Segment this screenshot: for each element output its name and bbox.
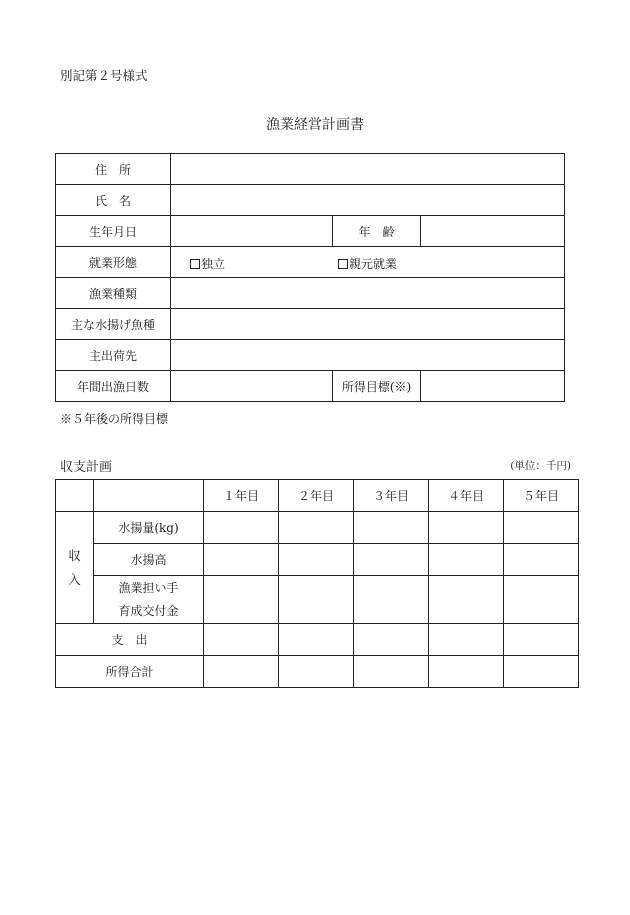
income-target-label: 所得目標(※) xyxy=(333,371,421,402)
fishing-days-label: 年間出漁日数 xyxy=(56,371,171,402)
age-field[interactable] xyxy=(421,216,565,247)
catch-value-row xyxy=(56,544,579,576)
main-species-row xyxy=(56,309,565,340)
name-row xyxy=(56,185,565,216)
checkbox-icon[interactable] xyxy=(338,259,348,269)
subsidy-year-4[interactable] xyxy=(429,576,504,624)
catch-value-year-3[interactable] xyxy=(354,544,429,576)
year-5-header: ５年目 xyxy=(504,480,579,512)
subsidy-label-line-2: 育成交付金 xyxy=(118,603,179,618)
fishery-type-row xyxy=(56,278,565,309)
income-total-year-2[interactable] xyxy=(279,656,354,688)
expenses-year-5[interactable] xyxy=(504,624,579,656)
catch-volume-year-4[interactable] xyxy=(429,512,504,544)
family-successor-option[interactable] xyxy=(338,255,397,272)
income-target-note: ※５年後の所得目標 xyxy=(60,412,169,426)
income-group-label xyxy=(56,512,94,624)
income-expense-plan-table xyxy=(55,479,579,688)
fishing-days-row xyxy=(56,371,565,402)
fishery-type-field[interactable] xyxy=(171,278,565,309)
applicant-info-table xyxy=(55,153,565,402)
main-destination-field[interactable] xyxy=(171,340,565,371)
expenses-year-4[interactable] xyxy=(429,624,504,656)
year-3-header: ３年目 xyxy=(354,480,429,512)
employment-type-label: 就業形態 xyxy=(56,247,171,278)
catch-value-year-1[interactable] xyxy=(204,544,279,576)
main-species-label: 主な水揚げ魚種 xyxy=(56,309,171,340)
catch-volume-year-2[interactable] xyxy=(279,512,354,544)
employment-type-options xyxy=(171,247,565,278)
subsidy-year-3[interactable] xyxy=(354,576,429,624)
fishery-type-label: 漁業種類 xyxy=(56,278,171,309)
catch-volume-year-1[interactable] xyxy=(204,512,279,544)
income-target-field[interactable] xyxy=(421,371,565,402)
income-total-label: 所得合計 xyxy=(56,656,204,688)
main-species-field[interactable] xyxy=(171,309,565,340)
catch-volume-year-5[interactable] xyxy=(504,512,579,544)
income-total-row xyxy=(56,656,579,688)
expenses-year-2[interactable] xyxy=(279,624,354,656)
document-title: 漁業経営計画書 xyxy=(266,117,364,133)
name-label: 氏 名 xyxy=(56,185,171,216)
unit-label: (単位：千円) xyxy=(510,460,571,472)
fishing-days-field[interactable] xyxy=(171,371,333,402)
expenses-year-1[interactable] xyxy=(204,624,279,656)
birth-date-field[interactable] xyxy=(171,216,333,247)
year-2-header: ２年目 xyxy=(279,480,354,512)
name-field[interactable] xyxy=(171,185,565,216)
catch-value-label: 水揚高 xyxy=(94,544,204,576)
birth-date-label: 生年月日 xyxy=(56,216,171,247)
year-1-header: １年目 xyxy=(204,480,279,512)
plan-header-row xyxy=(56,480,579,512)
catch-volume-year-3[interactable] xyxy=(354,512,429,544)
independent-label: 独立 xyxy=(201,257,226,271)
employment-type-row xyxy=(56,247,565,278)
independent-option[interactable] xyxy=(190,255,225,272)
corner-cell xyxy=(56,480,94,512)
income-total-year-3[interactable] xyxy=(354,656,429,688)
main-destination-label: 主出荷先 xyxy=(56,340,171,371)
catch-value-year-5[interactable] xyxy=(504,544,579,576)
item-header-cell xyxy=(94,480,204,512)
catch-volume-row xyxy=(56,512,579,544)
income-group-text: 収入 xyxy=(68,547,81,587)
form-id: 別記第２号様式 xyxy=(60,68,148,83)
birth-date-row xyxy=(56,216,565,247)
expenses-row xyxy=(56,624,579,656)
age-label: 年 齢 xyxy=(333,216,421,247)
subsidy-label-line-1: 漁業担い手 xyxy=(118,580,179,595)
income-total-year-1[interactable] xyxy=(204,656,279,688)
address-label: 住 所 xyxy=(56,154,171,185)
family-successor-label: 親元就業 xyxy=(349,257,398,271)
catch-value-year-2[interactable] xyxy=(279,544,354,576)
catch-value-year-4[interactable] xyxy=(429,544,504,576)
main-destination-row xyxy=(56,340,565,371)
address-row xyxy=(56,154,565,185)
catch-volume-label: 水揚量(kg) xyxy=(94,512,204,544)
income-total-year-5[interactable] xyxy=(504,656,579,688)
subsidy-year-2[interactable] xyxy=(279,576,354,624)
subsidy-label xyxy=(94,576,204,624)
address-field[interactable] xyxy=(171,154,565,185)
subsidy-year-1[interactable] xyxy=(204,576,279,624)
subsidy-row xyxy=(56,576,579,624)
checkbox-icon[interactable] xyxy=(190,259,200,269)
expenses-label: 支 出 xyxy=(56,624,204,656)
subsidy-year-5[interactable] xyxy=(504,576,579,624)
expenses-year-3[interactable] xyxy=(354,624,429,656)
plan-title: 収支計画 xyxy=(60,460,113,475)
income-total-year-4[interactable] xyxy=(429,656,504,688)
year-4-header: ４年目 xyxy=(429,480,504,512)
